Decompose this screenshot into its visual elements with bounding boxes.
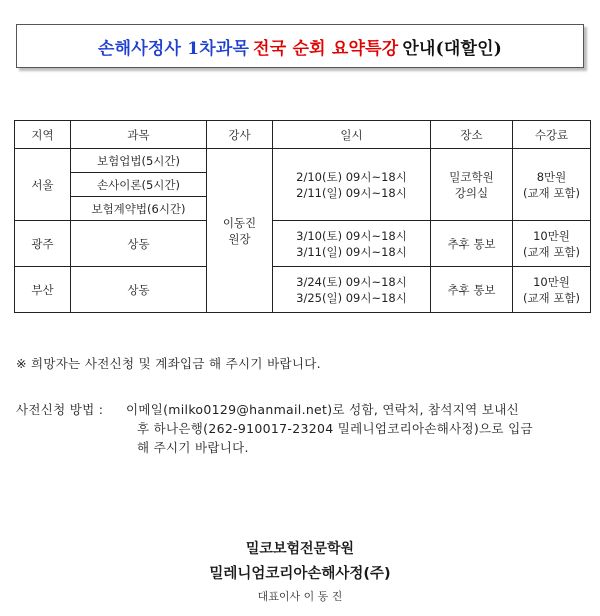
fee-cell: [513, 149, 591, 221]
fee-cell: [513, 267, 591, 313]
subject-cell: 손사이론(5시간): [71, 173, 207, 197]
header-region: 지역: [15, 121, 71, 149]
header-subject: 과목: [71, 121, 207, 149]
date-line: 3/25(일) 09시~18시: [296, 290, 407, 305]
instructor-name: 이동진: [222, 215, 257, 230]
subject-cell: 보험계약법(6시간): [71, 197, 207, 221]
table-header-row: [15, 121, 591, 149]
header-fee: 수강료: [513, 121, 591, 149]
fee-cell: [513, 221, 591, 267]
fee-note: (교재 포함): [522, 244, 581, 259]
table-row: [15, 221, 591, 267]
date-line: 2/11(일) 09시~18시: [296, 185, 407, 200]
region-seoul: 서울: [15, 149, 71, 221]
fee-note: (교재 포함): [522, 290, 581, 305]
method-body: [126, 400, 586, 457]
instructor-title: 원장: [228, 231, 251, 246]
instructor-cell: [207, 149, 273, 313]
title-part-red: 전국 순회 요약특강: [253, 38, 399, 59]
subject-cell: 상동: [71, 221, 207, 267]
fee-note: (교재 포함): [522, 185, 581, 200]
method-line: 해 주시기 바랍니다.: [137, 440, 249, 455]
region-busan: 부산: [15, 267, 71, 313]
datetime-cell: [273, 221, 431, 267]
representative-name: 대표이사 이 동 진: [257, 590, 343, 603]
header-instructor: 강사: [207, 121, 273, 149]
method-line: 이메일(milko0129@hanmail.net)로 성함, 연락처, 참석지역 보내신: [126, 402, 519, 417]
company-name: 밀레니엄코리아손해사정(주): [209, 566, 391, 582]
place-cell: 추후 통보: [431, 267, 513, 313]
fee-amount: 8만원: [536, 169, 567, 184]
date-line: 2/10(토) 09시~18시: [296, 169, 407, 184]
notice-text: ※ 희망자는 사전신청 및 계좌입금 해 주시기 바랍니다.: [16, 356, 321, 371]
place-cell: [431, 149, 513, 221]
title-part-blue: 손해사정사 1차과목: [98, 38, 250, 59]
subject-cell: 보험업법(5시간): [71, 149, 207, 173]
date-line: 3/10(토) 09시~18시: [296, 228, 407, 243]
method-line: 후 하나은행(262-910017-23204 밀레니엄코리아손해사정)으로 입금: [137, 421, 533, 436]
title-part-black: 안내(대할인): [402, 38, 502, 59]
place-line: 강의실: [454, 185, 489, 200]
table-row: [15, 149, 591, 173]
header-datetime: 일시: [273, 121, 431, 149]
fee-amount: 10만원: [533, 274, 570, 289]
region-gwangju: 광주: [15, 221, 71, 267]
fee-amount: 10만원: [533, 228, 570, 243]
place-line: 밀코학원: [449, 169, 494, 184]
method-label: 사전신청 방법 :: [16, 402, 104, 417]
table-row: [15, 267, 591, 313]
subject-cell: 상동: [71, 267, 207, 313]
date-line: 3/24(토) 09시~18시: [296, 274, 407, 289]
date-line: 3/11(일) 09시~18시: [296, 244, 407, 259]
academy-name: 밀코보험전문학원: [245, 541, 355, 557]
title-banner: [16, 24, 584, 68]
header-place: 장소: [431, 121, 513, 149]
datetime-cell: [273, 149, 431, 221]
datetime-cell: [273, 267, 431, 313]
schedule-table: [14, 120, 591, 313]
place-cell: 추후 통보: [431, 221, 513, 267]
